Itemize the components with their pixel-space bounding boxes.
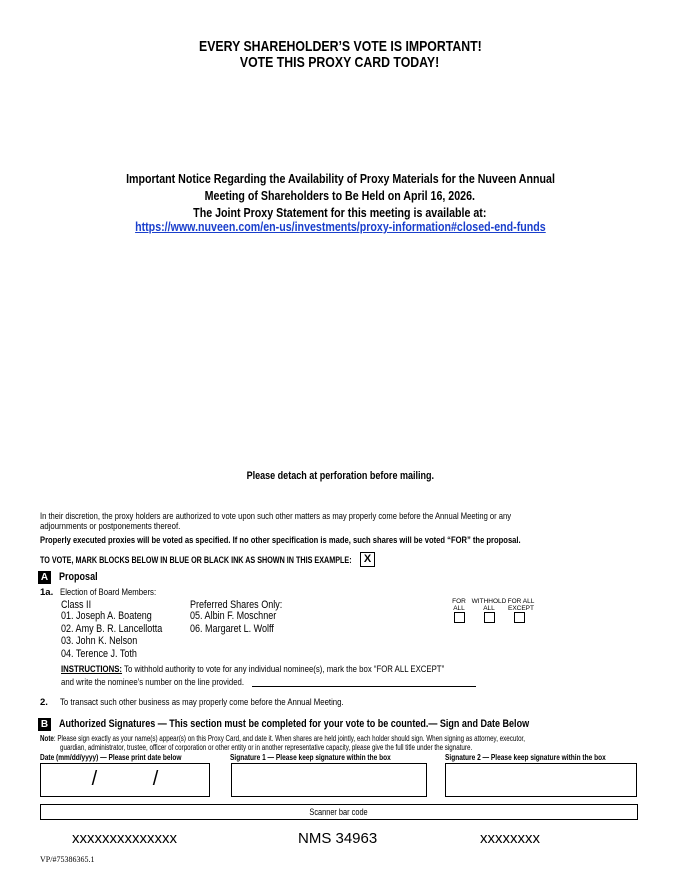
except-nominee-write-line[interactable] xyxy=(252,686,476,687)
nominee-03: 03. John K. Nelson xyxy=(61,635,138,647)
for-all-except-label: FOR ALL EXCEPT xyxy=(507,598,535,612)
nominee-04: 04. Terence J. Toth xyxy=(61,647,137,660)
notice-line-2: Meeting of Shareholders to Be Held on April 16, 2026. xyxy=(204,188,476,203)
scanner-bar-code-box: Scanner bar code xyxy=(40,804,638,820)
preferred-shares-heading: Preferred Shares Only: xyxy=(190,599,283,611)
header-line-1: EVERY SHAREHOLDER’S VOTE IS IMPORTANT! xyxy=(198,38,482,55)
nominee-05: 05. Albin F. Moschner xyxy=(190,610,277,622)
signature-2-label: Signature 2 — Please keep signature within the box xyxy=(445,753,606,762)
item-2-number: 2. xyxy=(40,697,48,708)
instructions-line-2: and write the nominee’s number on the line provided. xyxy=(61,677,245,688)
notice-line-1: Important Notice Regarding the Availability of Proxy Materials for the Nuveen Annual xyxy=(125,171,555,186)
section-a-title: Proposal xyxy=(59,571,98,583)
signature-note: Note: Please sign exactly as your name(s) appear(s) on this Proxy Card, and date it. When shares are held jointly, each holder should sign. When signing as attorney, executor, guardian, administrator, trustee, officer of corporation or other entity or in another representative capacity, please give the full title under the signature. xyxy=(40,734,526,752)
section-a-marker: A xyxy=(38,571,51,584)
item-2-text: To transact such other business as may properly come before the Annual Meeting. xyxy=(60,697,344,708)
item-1a-number: 1a. xyxy=(40,587,54,598)
nominee-01: 01. Joseph A. Boateng xyxy=(61,610,152,622)
header-line-2: VOTE THIS PROXY CARD TODAY! xyxy=(240,54,440,71)
nominee-02: 02. Amy B. R. Lancellotta xyxy=(61,622,163,635)
date-separators: / / xyxy=(91,768,159,790)
section-b-title: Authorized Signatures — This section must be completed for your vote to be counted.— Sign and Date Below xyxy=(59,718,530,730)
withhold-all-checkbox[interactable] xyxy=(484,612,495,623)
signature-1-label: Signature 1 — Please keep signature within the box xyxy=(230,753,391,762)
properly-executed-text: Properly executed proxies will be voted as specified. If no other specification is made, such shares will be voted “FOR” the proposal. xyxy=(40,535,521,546)
footer-code-center: NMS 34963 xyxy=(298,830,378,847)
preferred-nominee-list xyxy=(190,610,295,635)
nominee-06: 06. Margaret L. Wolff xyxy=(190,622,274,635)
section-b-marker: B xyxy=(38,718,51,731)
discretion-line-1: In their discretion, the proxy holders are authorized to vote upon such other matters as may properly come before the Annual Meeting or any xyxy=(40,511,512,522)
footer-code-right: xxxxxxxx xyxy=(480,830,540,847)
document-reference: VP/#75386365.1 xyxy=(40,855,95,864)
for-all-checkbox[interactable] xyxy=(454,612,465,623)
date-label: Date (mm/dd/yyyy) — Please print date below xyxy=(40,753,182,762)
example-mark-box: X xyxy=(360,552,375,567)
notice-line-3: The Joint Proxy Statement for this meeting is available at: xyxy=(193,205,487,220)
signature-2-box[interactable] xyxy=(445,763,637,797)
class-ii-heading: Class II xyxy=(61,599,92,611)
detach-notice: Please detach at perforation before mailing. xyxy=(246,470,434,482)
withhold-all-label: WITHHOLD ALL xyxy=(471,598,507,612)
instructions-line-1: INSTRUCTIONS: To withhold authority to vote for any individual nominee(s), mark the box “FOR ALL EXCEPT” xyxy=(61,664,445,675)
for-all-label: FOR ALL xyxy=(452,598,466,612)
date-input-box[interactable] xyxy=(40,763,210,797)
footer-code-left: xxxxxxxxxxxxxx xyxy=(72,830,177,847)
discretion-line-2: adjournments or postponements thereof. xyxy=(40,521,181,532)
class-ii-nominee-list xyxy=(61,610,185,660)
signature-1-box[interactable] xyxy=(231,763,427,797)
to-vote-instruction: TO VOTE, MARK BLOCKS BELOW IN BLUE OR BLACK INK AS SHOWN IN THIS EXAMPLE: xyxy=(40,555,352,565)
for-all-except-checkbox[interactable] xyxy=(514,612,525,623)
item-1a-label: Election of Board Members: xyxy=(60,587,157,598)
proxy-materials-link[interactable]: https://www.nuveen.com/en-us/investments/proxy-information#closed-end-funds xyxy=(134,219,546,234)
